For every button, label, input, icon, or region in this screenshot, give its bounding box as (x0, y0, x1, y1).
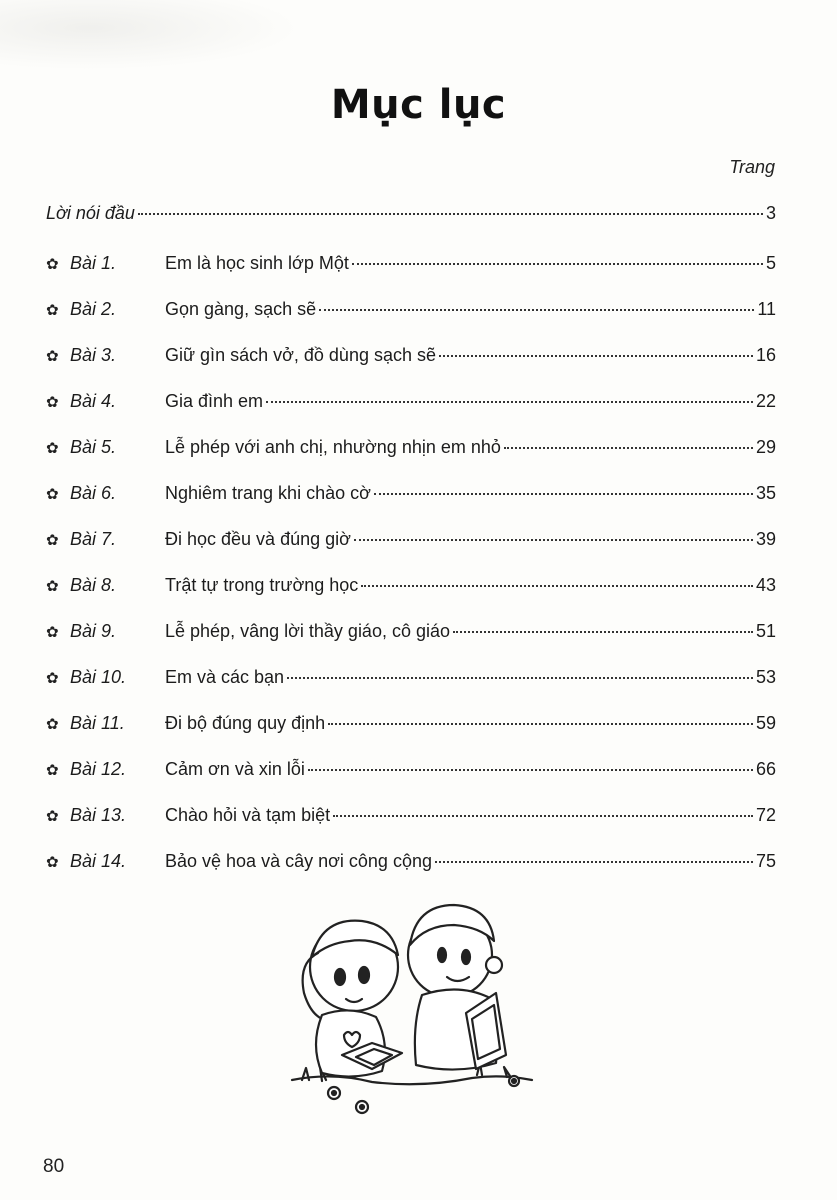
flower-bullet-icon: ✿ (46, 578, 59, 595)
lesson-page: 66 (755, 759, 776, 779)
dot-leader (352, 263, 763, 265)
lesson-title: Cảm ơn và xin lỗi (165, 759, 305, 779)
flower-bullet-icon: ✿ (46, 394, 59, 411)
toc-row[interactable] (46, 299, 776, 345)
dot-leader (453, 631, 753, 633)
lesson-title: Giữ gìn sách vở, đồ dùng sạch sẽ (165, 345, 437, 365)
lesson-title: Em là học sinh lớp Một (165, 253, 349, 273)
toc-row[interactable] (46, 575, 776, 621)
lesson-page: 59 (755, 713, 776, 733)
lesson-page: 35 (755, 483, 776, 503)
lesson-number: Bài 5. (70, 437, 117, 457)
page-title: Mục lục (330, 82, 507, 128)
lesson-number: Bài 6. (70, 483, 117, 503)
toc-row[interactable] (46, 851, 776, 897)
lesson-page: 72 (755, 805, 776, 825)
toc-row[interactable] (46, 483, 776, 529)
lesson-page: 5 (765, 253, 776, 273)
flower-bullet-icon: ✿ (46, 302, 59, 319)
lesson-title: Gia đình em (165, 391, 264, 411)
lesson-number: Bài 2. (70, 299, 117, 319)
flower-bullet-icon: ✿ (46, 486, 59, 503)
lesson-title: Đi học đều và đúng giờ (165, 529, 351, 549)
lesson-title: Lễ phép với anh chị, nhường nhịn em nhỏ (165, 437, 501, 457)
flower-bullet-icon: ✿ (46, 808, 59, 825)
lesson-number: Bài 7. (70, 529, 117, 549)
flower-bullet-icon: ✿ (46, 762, 59, 779)
flower-bullet-icon: ✿ (46, 256, 59, 273)
dot-leader (319, 309, 754, 311)
dot-leader (266, 401, 753, 403)
toc-row[interactable] (46, 713, 776, 759)
table-of-contents (46, 203, 776, 897)
lesson-number: Bài 1. (70, 253, 117, 273)
toc-row[interactable] (46, 805, 776, 851)
toc-row[interactable] (46, 345, 776, 391)
dot-leader (308, 769, 753, 771)
dot-leader (354, 539, 753, 541)
flower-bullet-icon: ✿ (46, 532, 59, 549)
lesson-page: 11 (757, 299, 776, 319)
lesson-page: 22 (755, 391, 776, 411)
lesson-title: Trật tự trong trường học (165, 575, 359, 595)
toc-row[interactable] (46, 621, 776, 667)
toc-row[interactable] (46, 529, 776, 575)
lesson-number: Bài 10. (70, 667, 127, 687)
lesson-page: 51 (755, 621, 776, 641)
lesson-title: Nghiêm trang khi chào cờ (165, 483, 371, 503)
dot-leader (504, 447, 753, 449)
toc-row[interactable] (46, 253, 776, 299)
dot-leader (435, 861, 753, 863)
children-reading-illustration (282, 895, 542, 1125)
flower-bullet-icon: ✿ (46, 670, 59, 687)
lesson-number: Bài 11. (70, 713, 125, 733)
intro-label: Lời nói đầu (46, 203, 135, 223)
flower-bullet-icon: ✿ (46, 624, 59, 641)
dot-leader (287, 677, 753, 679)
paper-scuff (0, 0, 300, 70)
dot-leader (138, 213, 763, 215)
lesson-page: 29 (755, 437, 776, 457)
lesson-title: Chào hỏi và tạm biệt (165, 805, 331, 825)
lesson-number: Bài 12. (70, 759, 127, 779)
toc-row[interactable] (46, 759, 776, 805)
lesson-title: Em và các bạn (165, 667, 285, 687)
lesson-page: 53 (755, 667, 776, 687)
toc-row[interactable] (46, 437, 776, 483)
lesson-number: Bài 8. (70, 575, 117, 595)
dot-leader (439, 355, 753, 357)
flower-bullet-icon: ✿ (46, 348, 59, 365)
dot-leader (374, 493, 753, 495)
lesson-page: 16 (755, 345, 776, 365)
lesson-title: Bảo vệ hoa và cây nơi công cộng (165, 851, 432, 871)
flower-bullet-icon: ✿ (46, 716, 59, 733)
lesson-number: Bài 13. (70, 805, 127, 825)
lesson-title: Gọn gàng, sạch sẽ (165, 299, 317, 319)
page-column-label: Trang (729, 157, 775, 177)
dot-leader (361, 585, 753, 587)
toc-row[interactable] (46, 391, 776, 437)
flower-bullet-icon: ✿ (46, 854, 59, 871)
page-number: 80 (43, 1156, 65, 1177)
dot-leader (333, 815, 753, 817)
lesson-number: Bài 3. (70, 345, 117, 365)
intro-page: 3 (765, 203, 776, 223)
lesson-number: Bài 4. (70, 391, 117, 411)
toc-row[interactable] (46, 667, 776, 713)
toc-intro-row[interactable] (46, 203, 776, 253)
lesson-page: 75 (755, 851, 776, 871)
lesson-title: Đi bộ đúng quy định (165, 713, 326, 733)
dot-leader (328, 723, 753, 725)
lesson-number: Bài 14. (70, 851, 127, 871)
lesson-number: Bài 9. (70, 621, 117, 641)
flower-bullet-icon: ✿ (46, 440, 59, 457)
lesson-title: Lễ phép, vâng lời thầy giáo, cô giáo (165, 621, 451, 641)
lesson-page: 43 (755, 575, 776, 595)
lesson-page: 39 (755, 529, 776, 549)
